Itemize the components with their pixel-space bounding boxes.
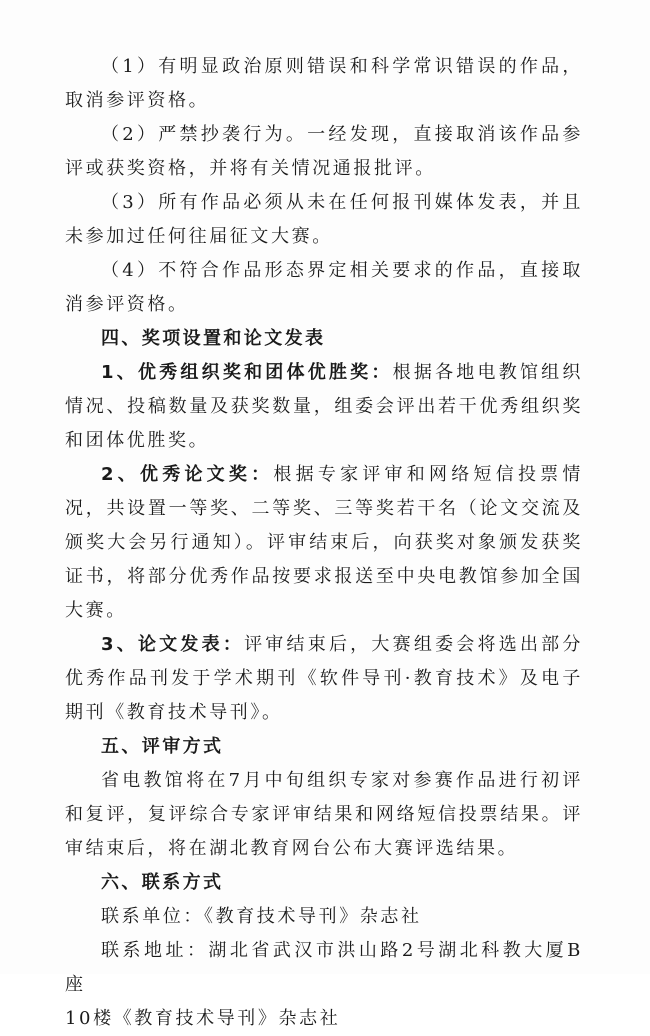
contact-address-line-1: 联系地址：湖北省武汉市洪山路2号湖北科教大厦B座 — [65, 940, 583, 995]
award-item-2-lead: 2、优秀论文奖： — [101, 464, 274, 485]
award-item-3-text: 评审结束后，大赛组委会将选出部分优秀作品刊发于学术期刊《软件导刊·教育技术》及电子期刊《教育技术导刊》。 — [65, 634, 583, 723]
section-5-heading: 五、评审方式 — [101, 736, 224, 757]
review-method-text: 省电教馆将在7月中旬组织专家对参赛作品进行初评和复评，复评综合专家评审结果和网络短信投票结果。评审结束后，将在湖北教育网台公布大赛评选结果。 — [65, 770, 583, 859]
document-body — [65, 50, 583, 1036]
award-item-3-lead: 3、论文发表： — [101, 634, 245, 655]
award-item-2-text: 根据专家评审和网络短信投票情况，共设置一等奖、二等奖、三等奖若干名（论文交流及颁奖大会另行通知）。评审结束后，向获奖对象颁发获奖证书，将部分优秀作品按要求报送至中央电教馆参加全国大赛。 — [65, 464, 584, 621]
rule-3: （3）所有作品必须从未在任何报刊媒体发表，并且未参加过任何往届征文大赛。 — [65, 192, 583, 247]
rule-1: （1）有明显政治原则错误和科学常识错误的作品，取消参评资格。 — [65, 56, 583, 111]
award-item-2 — [65, 458, 583, 628]
award-item-1-lead: 1、优秀组织奖和团体优胜奖： — [101, 362, 393, 383]
rule-4: （4）不符合作品形态界定相关要求的作品，直接取消参评资格。 — [65, 260, 583, 315]
contact-address-line-2: 10楼《教育技术导刊》杂志社 — [65, 1008, 341, 1029]
contact-unit: 联系单位：《教育技术导刊》杂志社 — [101, 906, 422, 927]
award-item-1 — [65, 356, 583, 458]
award-item-3 — [65, 628, 583, 730]
rule-2: （2）严禁抄袭行为。一经发现，直接取消该作品参评或获奖资格，并将有关情况通报批评。 — [65, 124, 583, 179]
section-4-heading: 四、奖项设置和论文发表 — [101, 328, 326, 349]
section-6-heading: 六、联系方式 — [101, 872, 224, 893]
award-item-1-text: 根据各地电教馆组织情况、投稿数量及获奖数量，组委会评出若干优秀组织奖和团体优胜奖。 — [65, 362, 583, 451]
